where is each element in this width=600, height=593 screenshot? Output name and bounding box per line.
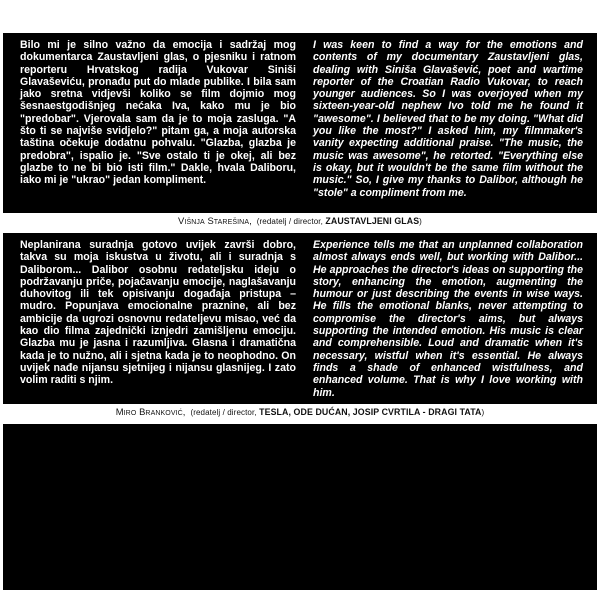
credit-film: TESLA, ODE DUĆAN, JOSIP CVRTILA - DRAGI TATA <box>259 407 482 417</box>
quote-block-starešina <box>3 33 597 213</box>
quote-credit <box>0 215 600 226</box>
credit-name: Višnja Starešina, <box>178 215 252 226</box>
credit-name: Miro Branković, <box>115 406 186 417</box>
credit-film: ZAUSTAVLJENI GLAS <box>325 216 420 226</box>
credit-close: ) <box>481 408 485 417</box>
credit-role: (redatelj / director, <box>256 217 323 226</box>
quote-block-brankovic <box>3 233 597 404</box>
quote-english: Experience tells me that an unplanned collaboration almost always ends well, but working with Dalibor... He approaches the director's ideas on supporting the story, enhancing the emotion, augmenting the humour or just describing the events in wise ways. He fills the emotional blanks, never attempting to compromise the director's aims, but always supporting the intended emotion. His music is clear and comprehensible. Loud and dramatic when it's necessary, wistful when it's essential. He always finds a shade of enhanced wistfulness, and enhanced volume. That is why I love working with him. <box>313 239 583 399</box>
credit-close: ) <box>419 217 422 226</box>
quote-croatian: Neplanirana suradnja gotovo uvijek završi dobro, takva su moja iskustva u životu, ali i suradnja s Daliborom... Dalibor osobnu redateljsku ideju o podržavanju priče, pojačavanju emocije, naglašavanju duhovitog ili tek opisivanju događaja pristupa – mudro. Popunjava emocionalne praznine, ali bez ambicije da ugrozi osnovnu redateljevu misao, već da kao dio filma zajednički iznjedri zamišljenu emociju. Glazba mu je jasna i razumljiva. Glasna i dramatična kada je to nužno, ali i sjetna kada je to neophodno. On uvijek nađe nijansu sjetnijeg i nijansu glasnijeg. I zato volim raditi s njim. <box>20 239 296 387</box>
quote-croatian: Bilo mi je silno važno da emocija i sadržaj mog dokumentarca Zaustavljeni glas, o pjesniku i ratnom reporteru Hrvatskog radija Vukovar Siniši Glavaševiću, pronađu put do mlade publike. I bila sam jako sretna vidjevši koliko se film dojmio mog šesnaestgodišnjeg nećaka Iva, kako mu je bio "predobar". Vjerovala sam da je to moja zasluga. "A što ti se najviše svidjelo?" pitam ga, a moja autorska taština očekuje dodatnu pohvalu. "Glazba, glazba je predobra", ispalio je. "Sve ostalo ti je okej, ali bez glazbe to ne bi bio isti film." Dakle, hvala Daliboru, iako mi je "ukrao" jedan kompliment. <box>20 39 296 187</box>
credit-role: (redatelj / director, <box>190 408 257 417</box>
quote-credit <box>0 406 600 417</box>
empty-black-panel <box>3 424 597 590</box>
quote-english: I was keen to find a way for the emotions and contents of my documentary Zaustavljeni glas, dealing with Siniša Glavašević, poet and wartime reporter of the Croatian Radio Vukovar, to reach younger audiences. So I was overjoyed when my sixteen-year-old nephew Ivo told me he found it "awesome". I believed that to be my doing. "What did you like the most?" I asked him, my filmmaker's vanity expecting additional praise. "The music, the music was awesome", he retorted. "Everything else is okay, but it wouldn't be the same film without the music." So, I give my thanks to Dalibor, although he "stole" a compliment from me. <box>313 39 583 199</box>
